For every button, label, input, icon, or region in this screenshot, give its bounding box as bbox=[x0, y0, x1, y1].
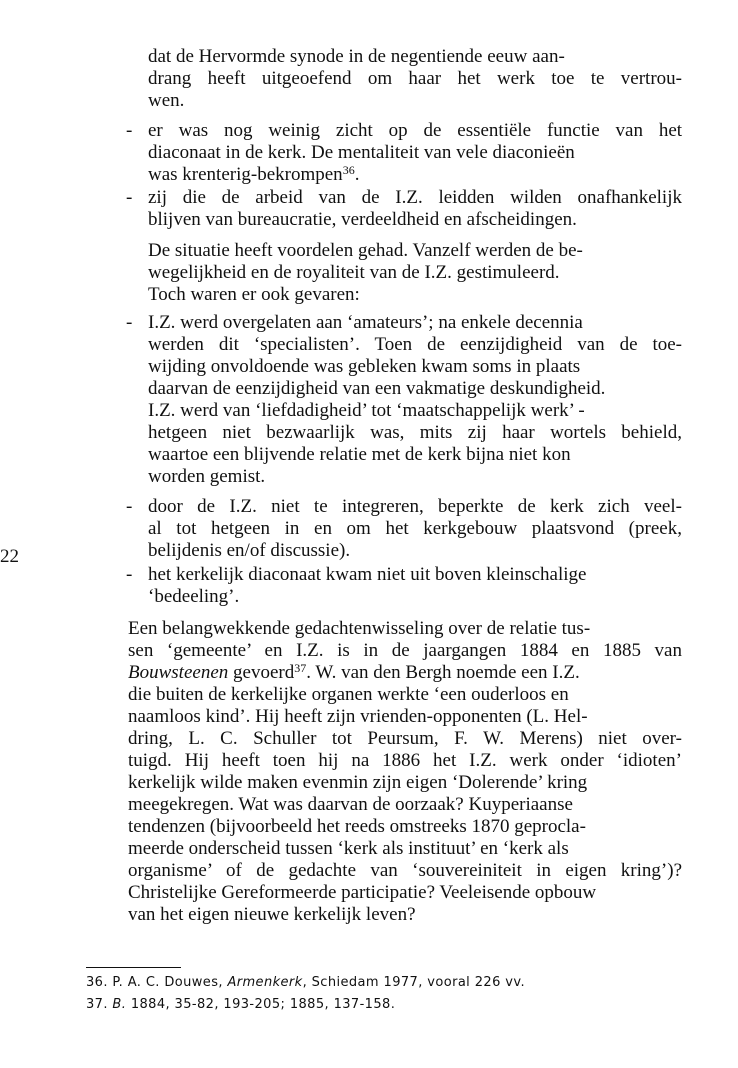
footnote-number: 36. bbox=[86, 975, 113, 990]
text-line bbox=[148, 209, 577, 231]
line-text: was krenterig-bekrompen bbox=[148, 164, 343, 185]
line-text: hetgeen niet bezwaarlijk was, mits zij haar wortels behield, bbox=[148, 422, 682, 443]
text-line bbox=[148, 240, 583, 262]
page-number: 22 bbox=[0, 546, 19, 567]
list-bullet-dash: - bbox=[126, 496, 133, 517]
text-line bbox=[128, 860, 682, 882]
line-text: diaconaat in de kerk. De mentaliteit van vele diaconieën bbox=[148, 142, 575, 163]
text-line bbox=[148, 540, 350, 562]
line-text: sen ‘gemeente’ en I.Z. is in de jaargangen 1884 en 1885 van bbox=[128, 640, 682, 661]
text-line bbox=[128, 750, 682, 772]
text-line bbox=[148, 564, 586, 586]
line-text: gevoerd bbox=[228, 662, 295, 683]
line-text: De situatie heeft voordelen gehad. Vanzelf werden de be- bbox=[148, 240, 583, 261]
footnote-text: P. A. C. Douwes, bbox=[112, 975, 228, 990]
text-line bbox=[148, 142, 575, 164]
text-line bbox=[128, 794, 573, 816]
line-text: dat de Hervormde synode in de negentiende eeuw aan- bbox=[148, 46, 565, 67]
line-text: . bbox=[354, 164, 360, 185]
line-text: daarvan de eenzijdigheid van een vakmatige deskundigheid. bbox=[148, 378, 606, 399]
text-line bbox=[148, 466, 265, 488]
text-line bbox=[148, 262, 560, 284]
line-text: meegekregen. Wat was daarvan de oorzaak? Kuyperiaanse bbox=[128, 794, 573, 815]
list-bullet-dash: - bbox=[126, 564, 133, 585]
text-line bbox=[128, 728, 682, 750]
line-text: er was nog weinig zicht op de essentiële functie van het bbox=[148, 120, 683, 141]
line-text: wen. bbox=[148, 90, 185, 111]
text-line bbox=[148, 312, 583, 334]
line-text: I.Z. werd van ‘liefdadigheid’ tot ‘maatschappelijk werk’ - bbox=[148, 400, 585, 421]
text-line bbox=[148, 422, 682, 444]
line-text: door de I.Z. niet te integreren, beperkte de kerk zich veel- bbox=[148, 496, 682, 517]
text-line bbox=[128, 904, 416, 926]
line-text: belijdenis en/of discussie). bbox=[148, 540, 351, 561]
line-text: wegelijkheid en de royaliteit van de I.Z. gestimuleerd. bbox=[148, 262, 560, 283]
line-text: organisme’ of de gedachte van ‘souvereiniteit in eigen kring’)? bbox=[128, 860, 683, 881]
list-bullet-dash: - bbox=[126, 120, 133, 141]
line-text: tuigd. Hij heeft toen hij na 1886 het I.Z. werk onder ‘idioten’ bbox=[128, 750, 682, 771]
line-text: die buiten de kerkelijke organen werkte ‘een ouderloos en bbox=[128, 684, 569, 705]
line-text: naamloos kind’. Hij heeft zijn vrienden-opponenten (L. Hel- bbox=[128, 706, 588, 727]
line-text: waartoe een blijvende relatie met de kerk bijna niet kon bbox=[148, 444, 571, 465]
line-text: ‘bedeeling’. bbox=[148, 586, 240, 607]
footnote-title: Armenkerk bbox=[227, 975, 303, 990]
text-line bbox=[148, 518, 682, 540]
line-text: worden gemist. bbox=[148, 466, 266, 487]
line-text: blijven van bureaucratie, verdeeldheid en afscheidingen. bbox=[148, 209, 577, 230]
footnote-reference[interactable]: 37 bbox=[294, 661, 307, 675]
footnote-text: 1884, 35-82, 193-205; 1885, 137-158. bbox=[126, 997, 396, 1012]
text-line bbox=[148, 284, 360, 306]
footnote bbox=[86, 996, 395, 1014]
line-text: werden dit ‘specialisten’. Toen de eenzijdigheid van de toe- bbox=[148, 334, 683, 355]
text-line bbox=[128, 684, 569, 706]
footnote-text: , Schiedam 1977, vooral 226 vv. bbox=[302, 975, 525, 990]
footnote-reference[interactable]: 36 bbox=[342, 163, 355, 177]
text-line bbox=[128, 882, 596, 904]
line-text: van het eigen nieuwe kerkelijk leven? bbox=[128, 904, 416, 925]
text-line bbox=[148, 120, 682, 142]
text-line bbox=[148, 378, 605, 400]
line-text: . W. van den Bergh noemde een I.Z. bbox=[306, 662, 580, 683]
text-line bbox=[148, 164, 359, 186]
line-text: wijding onvoldoende was gebleken kwam soms in plaats bbox=[148, 356, 581, 377]
text-line bbox=[148, 444, 571, 466]
line-text: zij die de arbeid van de I.Z. leidden wilden onafhankelijk bbox=[148, 187, 682, 208]
text-line bbox=[148, 68, 682, 90]
line-text: drang heeft uitgeoefend om haar het werk toe te vertrou- bbox=[148, 68, 682, 89]
text-line bbox=[148, 90, 184, 112]
text-line bbox=[148, 187, 682, 209]
line-text: Een belangwekkende gedachtenwisseling over de relatie tus- bbox=[128, 618, 591, 639]
line-text: Toch waren er ook gevaren: bbox=[148, 284, 360, 305]
text-line bbox=[148, 400, 585, 422]
list-bullet-dash: - bbox=[126, 187, 133, 208]
footnote-divider bbox=[86, 967, 181, 968]
footnote-title: B. bbox=[112, 997, 127, 1012]
list-bullet-dash: - bbox=[126, 312, 133, 333]
text-line bbox=[128, 662, 580, 684]
text-line bbox=[128, 816, 586, 838]
italic-title: Bouwsteenen bbox=[128, 662, 229, 683]
text-line bbox=[128, 838, 569, 860]
footnote bbox=[86, 974, 525, 992]
text-line bbox=[128, 706, 588, 728]
text-line bbox=[148, 356, 580, 378]
line-text: het kerkelijk diaconaat kwam niet uit boven kleinschalige bbox=[148, 564, 587, 585]
line-text: meerde onderscheid tussen ‘kerk als instituut’ en ‘kerk als bbox=[128, 838, 569, 859]
line-text: kerkelijk wilde maken evenmin zijn eigen ‘Dolerende’ kring bbox=[128, 772, 588, 793]
text-line bbox=[128, 640, 682, 662]
text-line bbox=[148, 46, 565, 68]
text-line bbox=[148, 586, 239, 608]
line-text: Christelijke Gereformeerde participatie? Veeleisende opbouw bbox=[128, 882, 597, 903]
text-line bbox=[128, 618, 590, 640]
text-line bbox=[148, 334, 682, 356]
line-text: al tot hetgeen in en om het kerkgebouw plaatsvond (preek, bbox=[148, 518, 682, 539]
footnote-number: 37. bbox=[86, 997, 113, 1012]
line-text: dring, L. C. Schuller tot Peursum, F. W. Merens) niet over- bbox=[128, 728, 682, 749]
text-line bbox=[148, 496, 682, 518]
line-text: tendenzen (bijvoorbeeld het reeds omstreeks 1870 geprocla- bbox=[128, 816, 586, 837]
line-text: I.Z. werd overgelaten aan ‘amateurs’; na enkele decennia bbox=[148, 312, 583, 333]
text-line bbox=[128, 772, 587, 794]
